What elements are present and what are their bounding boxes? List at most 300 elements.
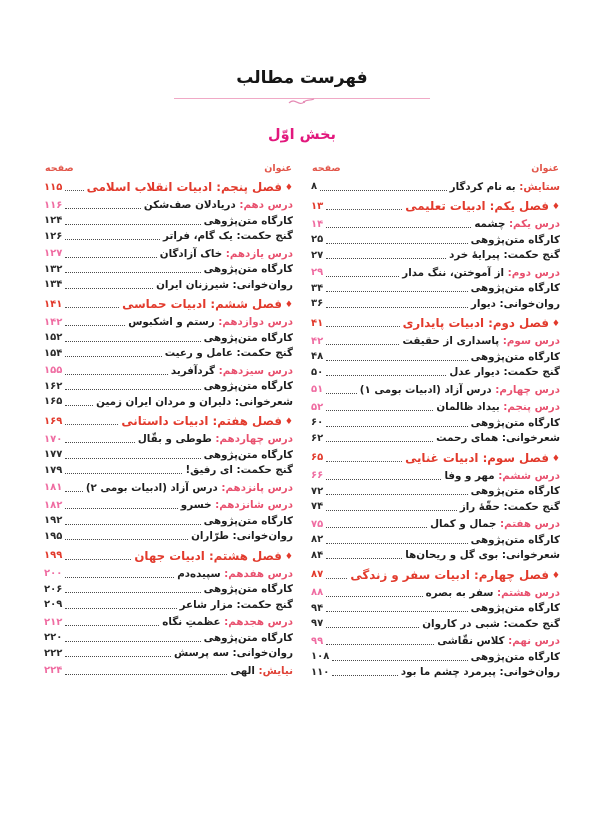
entry-page: ۸۲: [311, 534, 324, 546]
entry-page: ۹۷: [311, 618, 324, 630]
toc-entry-row: [311, 484, 560, 500]
toc-rows-left: [44, 179, 293, 679]
diamond-icon: ♦: [284, 417, 293, 427]
entry-page: ۶۰: [311, 417, 324, 429]
toc-entry-row: [311, 548, 560, 564]
entry-title-text: طوطی و بقّال: [137, 433, 212, 446]
toc-entry-row: [44, 363, 293, 379]
entry-page: ۱۱۰: [311, 666, 330, 678]
entry-page: ۱۱۶: [44, 199, 63, 211]
toc-chapter-row: [44, 548, 293, 564]
entry-page: ۵۱: [311, 384, 324, 396]
entry-title: [160, 248, 293, 260]
entry-page: ۱۳: [311, 200, 324, 212]
entry-title: [191, 530, 293, 542]
toc-entry-row: [44, 646, 293, 662]
entry-page: ۱۷۰: [44, 433, 63, 445]
entry-title-text: درس آزاد (ادبیات بومی ۲): [85, 481, 218, 494]
entry-title-text: کلاس نقّاشی: [437, 635, 505, 648]
toc-entry-row: [311, 601, 560, 617]
dot-leader: [326, 526, 427, 528]
toc-entry-row: [311, 517, 560, 533]
entry-title-text: گنج حکمت: ای رفیق!: [185, 464, 293, 477]
entry-prefix: درس ششم:: [494, 469, 560, 482]
toc-entry-row: [311, 365, 560, 381]
entry-title: [471, 298, 560, 310]
toc-entry-row: [311, 281, 560, 297]
toc-entry-row: [44, 447, 293, 463]
entry-title: [86, 482, 293, 494]
dot-leader: [326, 226, 471, 228]
diamond-icon: ♦: [551, 570, 560, 581]
entry-title-text: روان‌خوانی: دیوار: [470, 297, 560, 310]
toc-column-left: [44, 163, 293, 680]
entry-title: [180, 599, 293, 611]
column-headers: [311, 163, 560, 174]
entry-title: [471, 602, 560, 614]
dot-leader: [65, 340, 200, 342]
entry-title: [471, 417, 560, 429]
entry-title-text: پاسداری از حقیقت: [402, 335, 500, 348]
dot-leader: [332, 674, 398, 676]
dot-leader: [65, 558, 131, 560]
entry-prefix: درس دهم:: [235, 199, 293, 212]
dot-leader: [65, 472, 182, 474]
entry-page: ۱۹۲: [44, 515, 63, 527]
entry-page: ۸۷: [311, 569, 324, 580]
entry-title: [177, 568, 293, 580]
entry-title-text: فصل هفتم: ادبیات داستانی: [121, 414, 282, 428]
toc-entry-row: [311, 468, 560, 484]
toc-entry-row: [311, 179, 560, 195]
dot-leader: [65, 373, 168, 375]
entry-title-text: گنج حکمت: پیرایهٔ خرد: [449, 249, 560, 262]
entry-title: [402, 267, 560, 279]
entry-page: ۱۳۲: [44, 263, 63, 275]
entry-title-text: دریادلان صف‌شکن: [143, 199, 236, 212]
entry-title-text: الهی: [230, 664, 255, 677]
dot-leader: [65, 673, 227, 675]
entry-title: [460, 501, 560, 513]
dot-leader: [65, 256, 156, 258]
entry-title-text: فصل پنجم: ادبیات انقلاب اسلامی: [86, 180, 282, 194]
entry-title: [436, 401, 560, 413]
entry-page: ۲۰۶: [44, 583, 63, 595]
toc-chapter-row: [44, 296, 293, 312]
entry-prefix: درس نهم:: [504, 635, 560, 648]
entry-prefix: درس چهارم:: [491, 383, 560, 396]
entry-page: ۴۸: [311, 351, 324, 363]
entry-page: ۱۴۲: [44, 316, 63, 328]
entry-prefix: درس شانزدهم:: [211, 499, 293, 512]
entry-page: ۷۵: [311, 518, 324, 530]
toc-entry-row: [44, 330, 293, 346]
toc-entry-row: [44, 663, 293, 679]
entry-title: [471, 282, 560, 294]
entry-title: [405, 199, 560, 213]
dot-leader: [326, 557, 402, 559]
toc-entry-row: [311, 431, 560, 447]
entry-page: ۲۲۴: [44, 665, 63, 677]
toc-entry-row: [44, 630, 293, 646]
toc-entry-row: [44, 463, 293, 479]
entry-title-text: کارگاه متن‌پژوهی: [470, 602, 560, 615]
entry-page: ۶۶: [311, 470, 324, 482]
entry-title: [405, 451, 560, 465]
entry-page: ۷۲: [311, 485, 324, 497]
diamond-icon: ♦: [551, 202, 560, 212]
part-heading: بخش اوّل: [267, 127, 336, 143]
entry-title-text: گنج حکمت: حقّهٔ راز: [459, 500, 560, 513]
entry-page: ۲۰۰: [44, 568, 63, 580]
entry-title: [204, 263, 293, 275]
toc-entry-row: [44, 566, 293, 582]
entry-title-text: فصل یکم: ادبیات تعلیمی: [405, 199, 549, 213]
toc-entry-row: [311, 232, 560, 248]
dot-leader: [326, 325, 399, 327]
toc-entry-row: [311, 334, 560, 350]
entry-page: ۱۶۵: [44, 396, 63, 408]
entry-title-text: فصل سوم: ادبیات غنایی: [405, 450, 549, 465]
entry-prefix: درس سیزدهم:: [215, 364, 293, 377]
entry-title-text: خاک آزادگان: [159, 247, 223, 260]
toc-entry-row: [44, 277, 293, 293]
entry-page: ۱۸۱: [44, 482, 63, 494]
dot-leader: [65, 388, 200, 390]
toc-entry-row: [311, 585, 560, 601]
dot-leader: [326, 577, 347, 579]
toc-entry-row: [44, 513, 293, 529]
entry-title: [122, 297, 293, 311]
toc-chapter-row: [44, 179, 293, 195]
entry-prefix: درس دوم:: [504, 266, 560, 279]
entry-title: [163, 230, 293, 242]
dot-leader: [326, 306, 468, 308]
toc-entry-row: [44, 229, 293, 245]
entry-title: [121, 414, 293, 428]
entry-prefix: درس چهاردهم:: [211, 433, 293, 446]
entry-title-text: سپیده‌دم: [177, 567, 221, 580]
dot-leader: [326, 275, 399, 277]
entry-title-text: جمال و کمال: [430, 518, 497, 531]
entry-title-text: گنج حکمت: مزار شاعر: [179, 598, 293, 611]
entry-page: ۲۵: [311, 234, 324, 246]
entry-title-text: مهر و وفا: [444, 469, 495, 482]
entry-title-text: کارگاه متن‌پژوهی: [203, 331, 293, 344]
toc-entry-row: [311, 634, 560, 650]
entry-page: ۱۴۱: [44, 298, 63, 310]
toc-entry-row: [311, 532, 560, 548]
entry-title: [171, 365, 293, 377]
toc-entry-row: [44, 597, 293, 613]
entry-title: [181, 499, 293, 511]
toc-rows-right: [311, 179, 560, 680]
entry-prefix: درس دوازدهم:: [214, 316, 293, 329]
entry-title: [128, 316, 293, 328]
dot-leader: [65, 355, 161, 357]
dot-leader: [326, 343, 399, 345]
entry-title-text: فصل چهارم: ادبیات سفر و زندگی: [350, 567, 549, 582]
toc-entry-row: [311, 400, 560, 416]
entry-prefix: درس سوم:: [499, 335, 560, 348]
entry-page: ۱۶۹: [44, 415, 63, 427]
entry-title: [449, 366, 560, 378]
toc-columns: [44, 163, 560, 680]
diamond-icon: ♦: [284, 551, 293, 562]
dot-leader: [65, 607, 176, 609]
entry-title-text: درس آزاد (ادبیات بومی ۱): [359, 383, 492, 396]
dot-leader: [65, 207, 141, 209]
dot-leader: [65, 655, 171, 657]
entry-title-text: کارگاه متن‌پژوهی: [470, 650, 560, 663]
entry-title: [450, 181, 560, 193]
entry-title: [422, 618, 560, 630]
entry-title-text: عظمتِ نگاه: [162, 616, 221, 629]
diamond-icon: ♦: [284, 183, 293, 193]
header-page-label: صفحه: [312, 163, 341, 174]
entry-page: ۲۷: [311, 249, 324, 261]
dot-leader: [326, 493, 467, 495]
entry-page: ۱۲۷: [44, 248, 63, 260]
header-title-label: عنوان: [531, 163, 559, 174]
dot-leader: [65, 238, 160, 240]
entry-page: ۱۹۵: [44, 530, 63, 542]
entry-title-text: شعرخوانی: همای رحمت: [436, 432, 560, 445]
dot-leader: [326, 610, 467, 612]
entry-page: ۳۶: [311, 298, 324, 310]
toc-entry-row: [44, 346, 293, 362]
toc-entry-row: [44, 262, 293, 278]
dot-leader: [65, 324, 125, 326]
entry-page: ۱۷۷: [44, 449, 63, 461]
entry-page: ۲۱۲: [44, 616, 63, 628]
entry-title: [402, 335, 560, 347]
toc-entry-row: [44, 246, 293, 262]
entry-title-text: کارگاه متن‌پژوهی: [203, 631, 293, 644]
dot-leader: [326, 440, 433, 442]
dot-leader: [65, 223, 200, 225]
dot-leader: [326, 409, 433, 411]
header-page-label: صفحه: [45, 163, 74, 174]
entry-title-text: گنج حکمت: یک گام، فراتر: [163, 230, 293, 243]
entry-page: ۹۴: [311, 602, 324, 614]
entry-page: ۸: [311, 181, 318, 193]
entry-title-text: گنج حکمت: شبی در کاروان: [422, 617, 560, 630]
entry-title: [474, 218, 560, 230]
dot-leader: [65, 591, 200, 593]
entry-title-text: کارگاه متن‌پژوهی: [203, 214, 293, 227]
entry-page: ۱۲۴: [44, 215, 63, 227]
entry-title-text: فصل هشتم: ادبیات جهان: [134, 548, 282, 563]
entry-page: ۲۲۲: [44, 647, 63, 659]
dot-leader: [65, 640, 200, 642]
entry-title-text: گنج حکمت: دیوار عدل: [449, 366, 560, 379]
toc-entry-row: [44, 432, 293, 448]
entry-page: ۱۹۹: [44, 550, 63, 561]
entry-page: ۱۸۲: [44, 499, 63, 511]
toc-entry-row: [311, 649, 560, 665]
entry-title: [96, 396, 293, 408]
entry-title-text: کارگاه متن‌پژوهی: [203, 380, 293, 393]
toc-entry-row: [311, 248, 560, 264]
entry-title-text: سفر به بصره: [425, 586, 494, 599]
entry-page: ۴۲: [311, 335, 324, 347]
entry-title-text: کارگاه متن‌پژوهی: [203, 263, 293, 276]
toc-chapter-row: [311, 198, 560, 214]
entry-title-text: روان‌خوانی: طرّاران: [191, 530, 293, 543]
entry-title: [403, 316, 560, 330]
entry-page: ۵۲: [311, 401, 324, 413]
entry-prefix: درس هفتم:: [496, 518, 560, 531]
dot-leader: [65, 490, 83, 492]
entry-title-text: رستم و اشکبوس: [128, 316, 215, 329]
entry-page: ۱۴: [311, 218, 324, 230]
entry-page: ۵۰: [311, 366, 324, 378]
entry-prefix: درس هجدهم:: [220, 616, 293, 629]
toc-chapter-row: [311, 315, 560, 331]
dot-leader: [320, 189, 447, 191]
entry-title-text: شعرخوانی: دلیران و مردان ایران زمین: [96, 395, 293, 408]
entry-page: ۱۷۹: [44, 464, 63, 476]
title-divider: [174, 93, 430, 105]
entry-page: ۶۵: [311, 452, 324, 463]
toc-entry-row: [311, 499, 560, 515]
entry-title: [174, 647, 293, 659]
page-title: فهرست مطالب: [236, 68, 368, 88]
entry-title: [134, 549, 293, 563]
entry-page: ۱۵۲: [44, 332, 63, 344]
entry-title: [471, 651, 560, 663]
dot-leader: [65, 457, 200, 459]
dot-leader: [65, 271, 200, 273]
entry-page: ۷۴: [311, 501, 324, 513]
entry-prefix: درس یکم:: [505, 218, 560, 231]
entry-title-text: کارگاه متن‌پژوهی: [470, 416, 560, 429]
entry-title-text: روان‌خوانی: پیرمرد چشم ما بود: [400, 666, 560, 679]
column-headers: [44, 163, 293, 174]
toc-entry-row: [311, 665, 560, 681]
dot-leader: [332, 659, 467, 661]
dot-leader: [326, 257, 446, 259]
entry-title-text: کارگاه متن‌پژوهی: [470, 350, 560, 363]
dot-leader: [326, 595, 422, 597]
entry-title: [185, 464, 293, 476]
entry-page: ۱۰۸: [311, 651, 330, 663]
dot-leader: [326, 425, 467, 427]
diamond-icon: ♦: [551, 319, 560, 329]
entry-prefix: درس پنجم:: [499, 401, 560, 414]
header-title-label: عنوان: [264, 163, 292, 174]
toc-chapter-row: [311, 567, 560, 583]
entry-title: [204, 449, 293, 461]
entry-page: ۲۰۹: [44, 599, 63, 611]
entry-title: [426, 587, 560, 599]
entry-prefix: درس یازدهم:: [222, 247, 293, 260]
entry-title-text: کارگاه متن‌پژوهی: [470, 533, 560, 546]
entry-title: [430, 518, 560, 530]
dot-leader: [326, 374, 446, 376]
entry-title: [405, 549, 560, 561]
entry-title: [165, 347, 293, 359]
entry-title-text: بیداد ظالمان: [436, 401, 500, 414]
entry-title-text: خسرو: [180, 499, 212, 512]
entry-page: ۱۵۵: [44, 365, 63, 377]
toc-entry-row: [44, 582, 293, 598]
entry-page: ۱۱۵: [44, 181, 63, 193]
toc-entry-row: [44, 529, 293, 545]
toc-entry-row: [311, 349, 560, 365]
entry-title-text: شعرخوانی: بوی گل و ریحان‌ها: [405, 549, 560, 562]
dot-leader: [326, 242, 467, 244]
dot-leader: [326, 392, 357, 394]
entry-page: ۲۹: [311, 267, 324, 279]
entry-title: [87, 180, 293, 194]
dot-leader: [326, 460, 402, 462]
dot-leader: [65, 423, 118, 425]
toc-entry-row: [44, 480, 293, 496]
toc-entry-row: [311, 415, 560, 431]
dot-leader: [65, 523, 200, 525]
entry-title-text: کارگاه متن‌پژوهی: [203, 448, 293, 461]
entry-prefix: درس هشتم:: [493, 586, 560, 599]
entry-page: ۲۲۰: [44, 632, 63, 644]
entry-prefix: ستایش:: [515, 180, 560, 193]
entry-title-text: کارگاه متن‌پژوهی: [470, 233, 560, 246]
entry-title-text: فصل دوم: ادبیات پایداری: [402, 316, 549, 330]
dot-leader: [65, 287, 153, 289]
entry-page: ۹۹: [311, 635, 324, 647]
entry-page: ۳۴: [311, 282, 324, 294]
entry-title-text: کارگاه متن‌پژوهی: [470, 282, 560, 295]
entry-title: [436, 432, 560, 444]
entry-title: [204, 215, 293, 227]
entry-prefix: نیایش:: [254, 664, 293, 677]
toc-entry-row: [311, 265, 560, 281]
dot-leader: [326, 509, 457, 511]
dot-leader: [326, 290, 467, 292]
toc-entry-row: [311, 217, 560, 233]
entry-title: [204, 632, 293, 644]
entry-title-text: کارگاه متن‌پژوهی: [203, 514, 293, 527]
divider-flourish-icon: [287, 93, 317, 112]
entry-title-text: کارگاه متن‌پژوهی: [203, 583, 293, 596]
entry-title-text: فصل ششم: ادبیات حماسی: [122, 297, 282, 311]
diamond-icon: ♦: [284, 300, 293, 310]
entry-page: ۸۴: [311, 549, 324, 561]
entry-title: [401, 666, 560, 678]
toc-entry-row: [311, 382, 560, 398]
toc-entry-row: [44, 315, 293, 331]
entry-title: [204, 380, 293, 392]
dot-leader: [326, 626, 419, 628]
entry-title-text: به نام کردگار: [449, 180, 516, 193]
entry-page: ۱۵۴: [44, 347, 63, 359]
toc-entry-row: [311, 296, 560, 312]
dot-leader: [65, 576, 174, 578]
dot-leader: [326, 542, 467, 544]
entry-title: [144, 199, 293, 211]
entry-title: [471, 534, 560, 546]
dot-leader: [326, 359, 467, 361]
entry-title: [471, 351, 560, 363]
toc-chapter-row: [311, 450, 560, 466]
entry-page: ۸۸: [311, 587, 324, 599]
dot-leader: [65, 507, 177, 509]
entry-page: ۴۱: [311, 317, 324, 329]
dot-leader: [65, 306, 119, 308]
dot-leader: [65, 189, 83, 191]
entry-title-text: روان‌خوانی: سه پرسش: [174, 647, 293, 660]
